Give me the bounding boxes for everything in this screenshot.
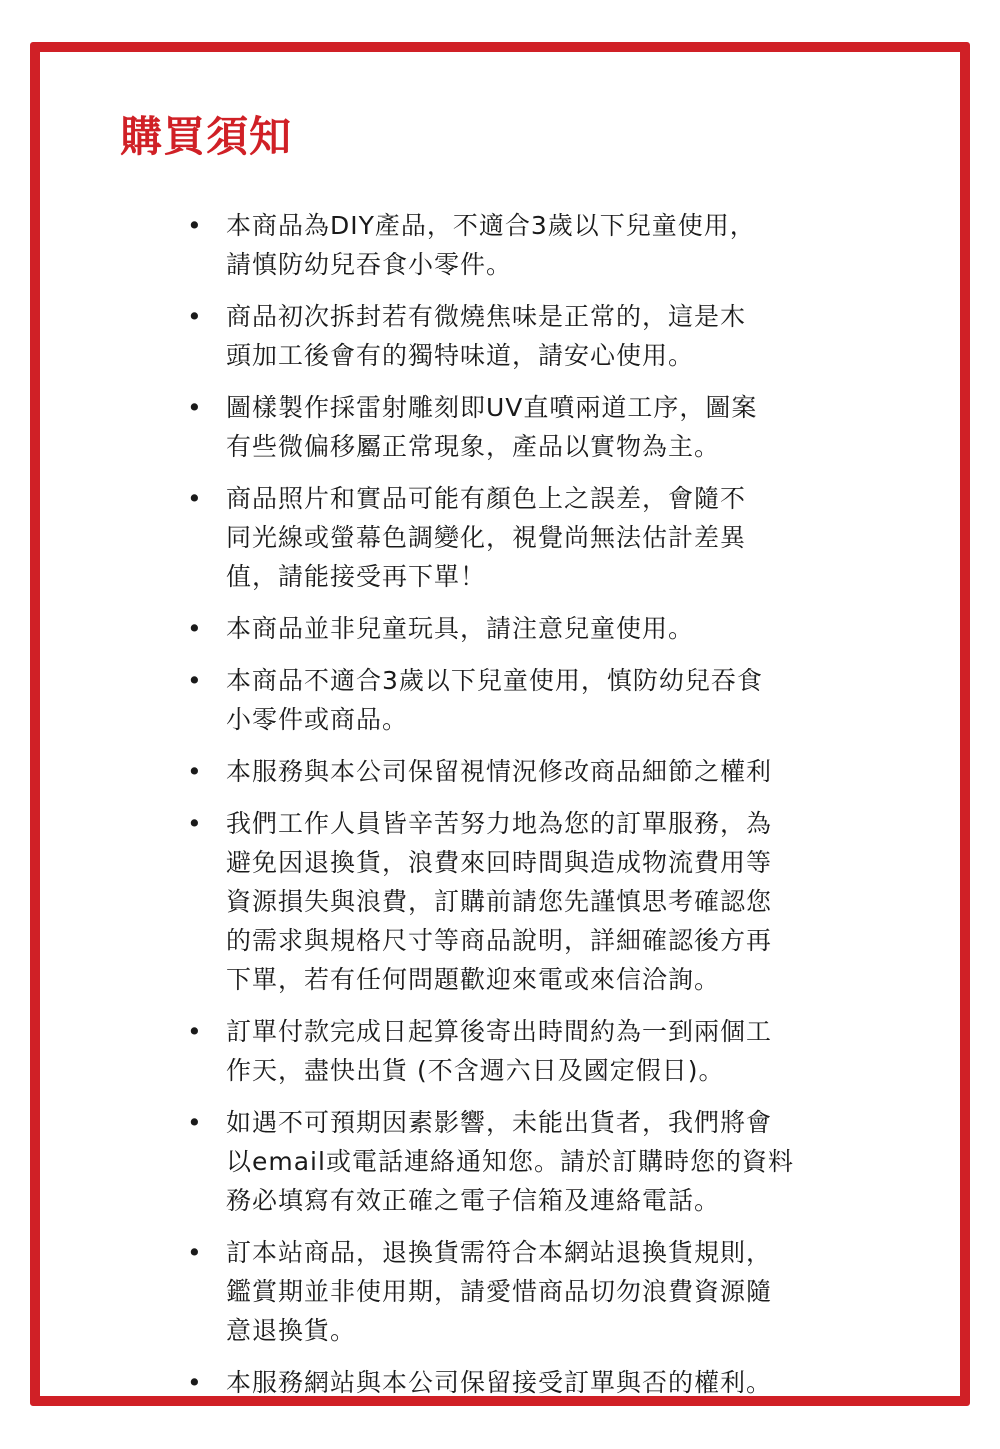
item-text	[226, 661, 860, 739]
item-text	[226, 479, 860, 596]
notice-line: 作天，盡快出貨 (不含週六日及國定假日)。	[226, 1056, 725, 1085]
notice-list	[180, 206, 860, 1415]
notice-line: 商品照片和實品可能有顏色上之誤差，會隨不	[226, 484, 747, 513]
notice-line: 我們工作人員皆辛苦努力地為您的訂單服務，為	[226, 809, 773, 838]
notice-item-9	[180, 1012, 860, 1090]
notice-line: 鑑賞期並非使用期，請愛惜商品切勿浪費資源隨	[226, 1277, 773, 1306]
page-title: 購買須知	[120, 112, 293, 161]
notice-item-2	[180, 297, 860, 375]
item-text	[226, 1363, 860, 1402]
notice-line: 本服務網站與本公司保留接受訂單與否的權利。	[226, 1368, 773, 1397]
notice-frame	[30, 42, 970, 1406]
notice-line: 訂本站商品，退換貨需符合本網站退換貨規則，	[226, 1238, 773, 1267]
notice-line: 務必填寫有效正確之電子信箱及連絡電話。	[226, 1186, 721, 1215]
notice-line: 請慎防幼兒吞食小零件。	[226, 250, 513, 279]
notice-line: 圖樣製作採雷射雕刻即UV直噴兩道工序，圖案	[226, 393, 758, 422]
bullet-icon: •	[187, 393, 203, 422]
bullet-icon: •	[187, 211, 203, 240]
bullet-icon: •	[187, 809, 203, 838]
item-text	[226, 297, 860, 375]
bullet-icon: •	[187, 614, 203, 643]
notice-item-8	[180, 804, 860, 999]
bullet-icon: •	[187, 1108, 203, 1137]
item-text	[226, 804, 860, 999]
bullet-icon: •	[187, 757, 203, 786]
notice-item-4	[180, 479, 860, 596]
notice-line: 小零件或商品。	[226, 705, 409, 734]
notice-line: 意退換貨。	[226, 1316, 357, 1345]
notice-line: 資源損失與浪費，訂購前請您先謹慎思考確認您	[226, 887, 773, 916]
item-text	[226, 1233, 860, 1350]
item-text	[226, 609, 860, 648]
notice-item-12	[180, 1363, 860, 1402]
notice-line: 本商品並非兒童玩具，請注意兒童使用。	[226, 614, 695, 643]
bullet-icon: •	[187, 1017, 203, 1046]
item-text	[226, 752, 860, 791]
notice-item-3	[180, 388, 860, 466]
notice-line: 同光線或螢幕色調變化，視覺尚無法估計差異	[226, 523, 747, 552]
notice-line: 有些微偏移屬正常現象，產品以實物為主。	[226, 432, 721, 461]
notice-item-11	[180, 1233, 860, 1350]
notice-line: 本服務與本公司保留視情況修改商品細節之權利	[226, 757, 773, 786]
notice-item-6	[180, 661, 860, 739]
bullet-icon: •	[187, 484, 203, 513]
notice-item-10	[180, 1103, 860, 1220]
bullet-icon: •	[187, 1368, 203, 1397]
notice-item-1	[180, 206, 860, 284]
item-text	[226, 206, 860, 284]
bullet-icon: •	[187, 302, 203, 331]
notice-line: 本商品不適合3歲以下兒童使用，慎防幼兒吞食	[226, 666, 763, 695]
bullet-icon: •	[187, 1238, 203, 1267]
notice-line: 避免因退換貨，浪費來回時間與造成物流費用等	[226, 848, 773, 877]
notice-line: 以email或電話連絡通知您。請於訂購時您的資料	[226, 1147, 794, 1176]
notice-line: 商品初次拆封若有微燒焦味是正常的，這是木	[226, 302, 747, 331]
notice-item-5	[180, 609, 860, 648]
notice-line: 本商品為DIY產品，不適合3歲以下兒童使用，	[226, 211, 756, 240]
notice-line: 值，請能接受再下單！	[226, 562, 487, 591]
bullet-icon: •	[187, 666, 203, 695]
item-text	[226, 1103, 860, 1220]
notice-line: 下單，若有任何問題歡迎來電或來信洽詢。	[226, 965, 721, 994]
notice-item-7	[180, 752, 860, 791]
notice-line: 頭加工後會有的獨特味道，請安心使用。	[226, 341, 695, 370]
notice-line: 的需求與規格尺寸等商品說明，詳細確認後方再	[226, 926, 773, 955]
item-text	[226, 388, 860, 466]
item-text	[226, 1012, 860, 1090]
notice-line: 訂單付款完成日起算後寄出時間約為一到兩個工	[226, 1017, 773, 1046]
notice-line: 如遇不可預期因素影響，未能出貨者，我們將會	[226, 1108, 773, 1137]
